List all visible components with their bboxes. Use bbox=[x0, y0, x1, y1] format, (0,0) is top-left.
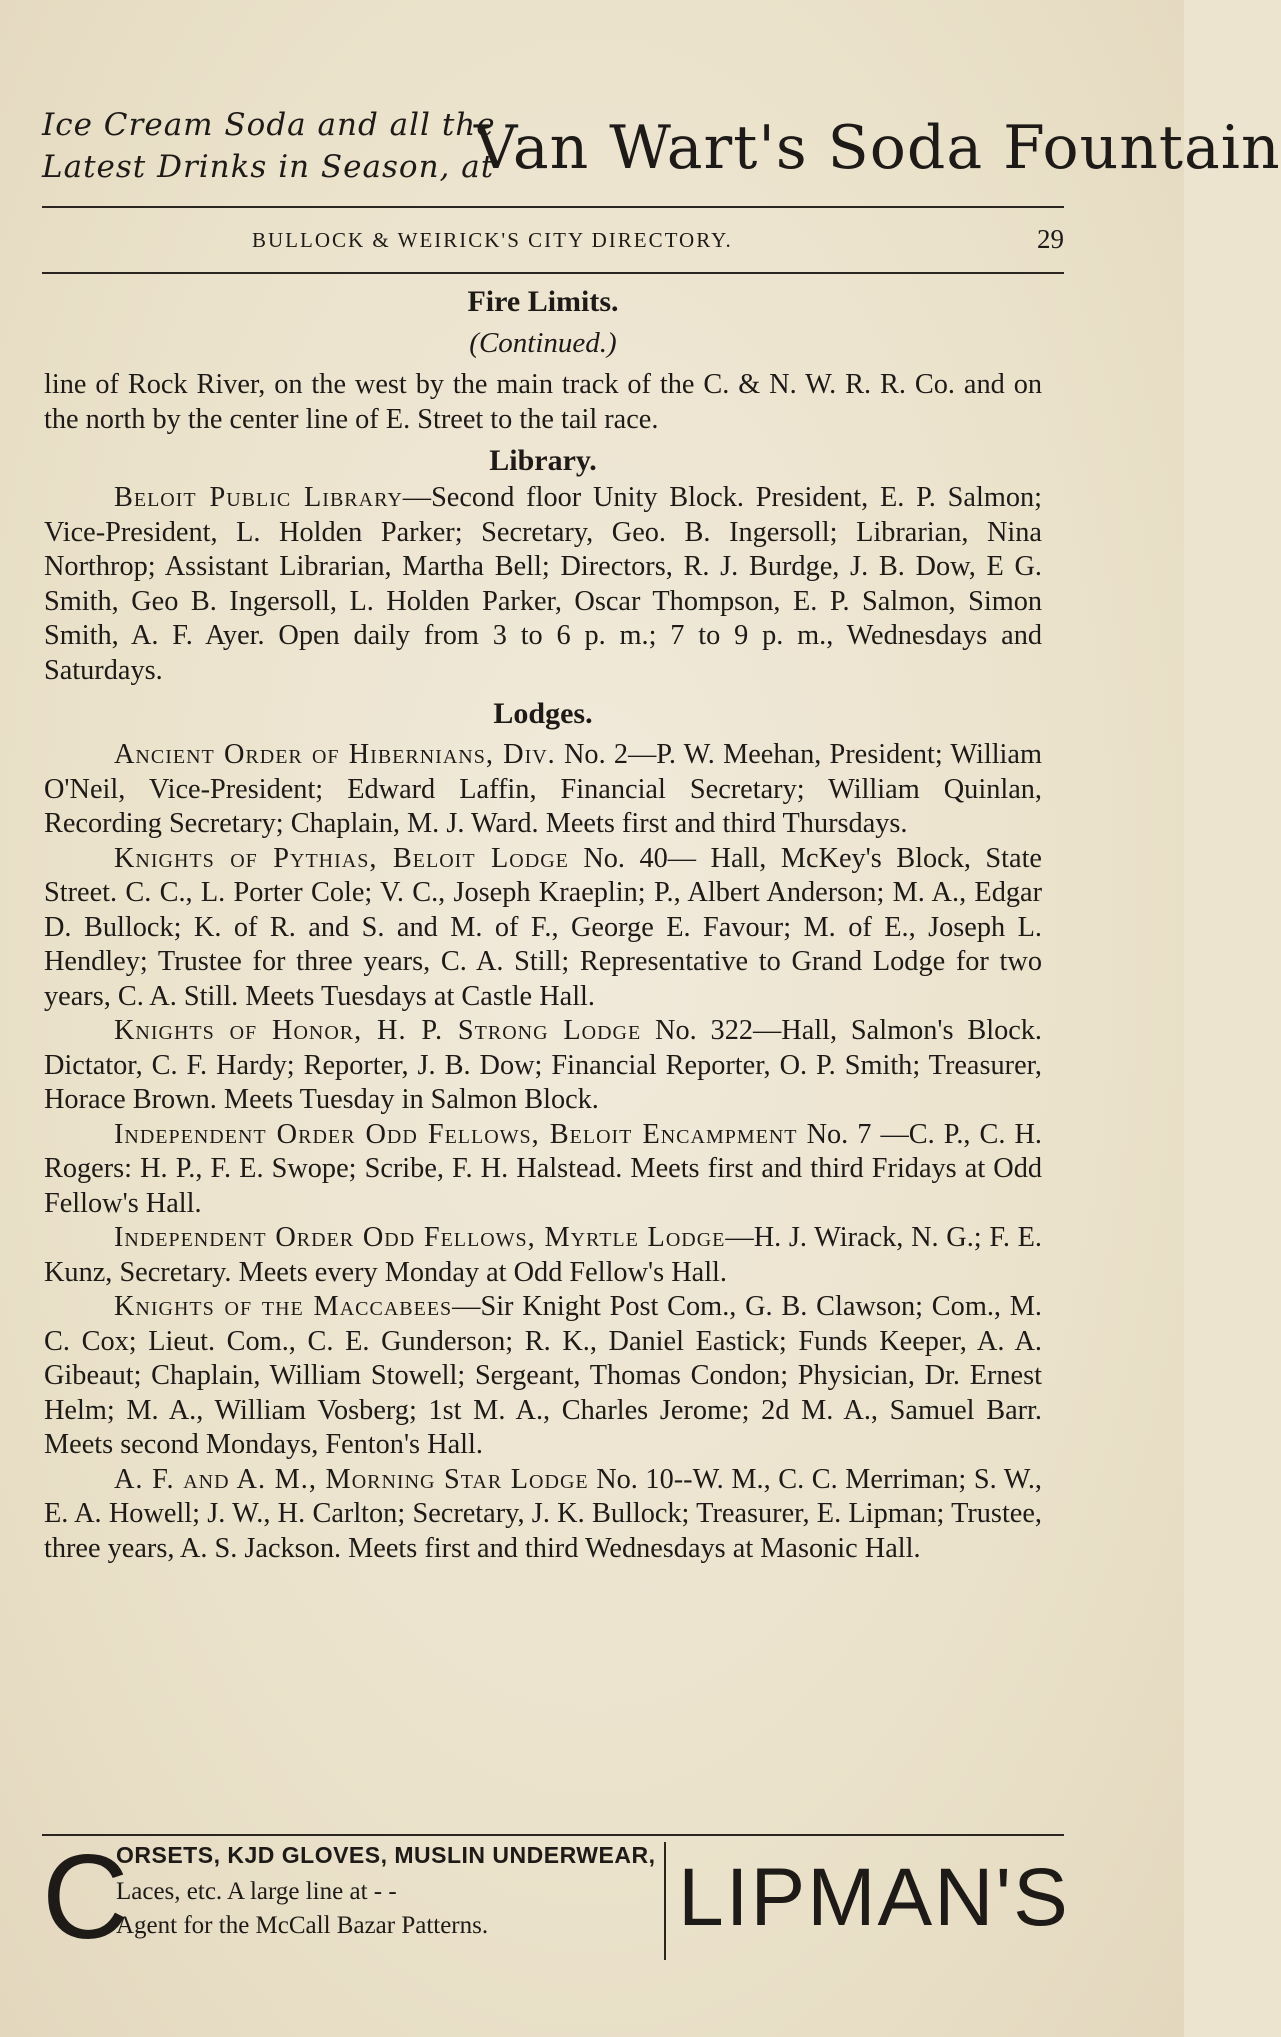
ad-line-1: ORSETS, KJD GLOVES, MUSLIN UNDERWEAR, bbox=[116, 1842, 656, 1868]
entry-text: No. 40— Hall, McKey's Block, State Street. C. C., L. Porter Cole; V. C., Joseph Kraeplin; P., Albert Anderson; M. A., Edgar D. Bullock; K. of R. and S. and M. of F., George E. Favour; M. of E., Joseph L. Hendley; Trustee for three years, C. A. Still; Representative to Grand Lodge for two years, C. A. Still. Meets Tuesdays at Castle Hall. bbox=[44, 842, 1042, 1012]
main-text bbox=[44, 282, 1042, 1566]
ad-brand: LIPMAN'S bbox=[678, 1852, 1070, 1943]
top-ad-tagline bbox=[42, 104, 496, 188]
entry-name: Ancient Order of Hibernians, Div. bbox=[114, 739, 556, 770]
entry-name: Knights of Honor, H. P. Strong Lodge bbox=[114, 1015, 642, 1046]
entry-text: No. 7 —C. P., C. H. Rogers: H. P., F. E. Swope; Scribe, F. H. Halstead. Meets first and third Fridays at Odd Fellow's Hall. bbox=[44, 1118, 1043, 1219]
lodge-entry bbox=[44, 1290, 1042, 1463]
library-entries bbox=[44, 481, 1042, 688]
entry-text: No. 10--W. M., C. C. Merriman; S. W., E. A. Howell; J. W., H. Carlton; Secretary, J. K. Bullock; Treasurer, E. Lipman; Trustee, three years, A. S. Jackson. Meets first and third Wednesdays at Masonic Hall. bbox=[44, 1463, 1043, 1564]
lodge-entry bbox=[44, 1463, 1042, 1567]
entry-text: —H. J. Wirack, N. G.; F. E. Kunz, Secretary. Meets every Monday at Odd Fellow's Hall. bbox=[44, 1222, 1042, 1288]
top-ad-brand: Van Wart's Soda Fountain bbox=[474, 113, 1281, 183]
fire-limits-text: line of Rock River, on the west by the main track of the C. & N. W. R. R. Co. and on the north by the center line of E. Street to the tail race. bbox=[44, 369, 1042, 435]
page-number: 29 bbox=[1037, 224, 1064, 254]
library-heading: Library. bbox=[489, 444, 597, 477]
ad-initial-letter: C bbox=[42, 1830, 129, 1964]
ad-line-2: Laces, etc. A large line at - - bbox=[116, 1878, 397, 1905]
directory-title: BULLOCK & WEIRICK'S CITY DIRECTORY. bbox=[252, 228, 733, 252]
lodges-entries bbox=[44, 738, 1042, 1566]
entry-text: —Second floor Unity Block. President, E. P. Salmon; Vice-President, L. Holden Parker; Secretary, Geo. B. Ingersoll; Librarian, Nina Northrop; Assistant Librarian, Martha Bell; Directors, R. J. Burdge, J. B. Dow, E G. Smith, Geo B. Ingersoll, L. Holden Parker, Oscar Thompson, E. P. Salmon, Simon Smith, A. F. Ayer. Open daily from 3 to 6 p. m.; 7 to 9 p. m., Wednesdays and Saturdays. bbox=[44, 482, 1042, 686]
ad-line-3: Agent for the McCall Bazar Patterns. bbox=[116, 1912, 489, 1939]
fire-limits-heading: Fire Limits. bbox=[467, 285, 619, 318]
lodges-heading: Lodges. bbox=[493, 697, 593, 730]
entry-text: —Sir Knight Post Com., G. B. Clawson; Com., M. C. Cox; Lieut. Com., C. E. Gunderson; R. K., Daniel Eastick; Funds Keeper, A. A. Gibeaut; Chaplain, William Stowell; Sergeant, Thomas Condon; Physician, Dr. Ernest Helm; M. A., William Vosberg; 1st M. A., Charles Jerome; 2d M. A., Samuel Barr. Meets second Mondays, Fenton's Hall. bbox=[44, 1291, 1042, 1460]
lodge-entry bbox=[44, 1221, 1042, 1290]
entry-text: No. 2—P. W. Meehan, President; William O'Neil, Vice-President; Edward Laffin, Financial Secretary; William Quinlan, Recording Secretary; Chaplain, M. J. Ward. Meets first and third Thursdays. bbox=[44, 739, 1042, 839]
bottom-advertisement bbox=[42, 1830, 1070, 1964]
library-entry bbox=[44, 481, 1042, 688]
lodge-entry bbox=[44, 842, 1042, 1015]
entry-name: Knights of Pythias, Beloit Lodge bbox=[114, 842, 569, 874]
entry-name: A. F. and A. M., Morning Star Lodge bbox=[114, 1463, 589, 1495]
entry-text: No. 322—Hall, Salmon's Block. Dictator, C. F. Hardy; Reporter, J. B. Dow; Financial Reporter, O. P. Smith; Treasurer, Horace Brown. Meets Tuesday in Salmon Block. bbox=[44, 1015, 1042, 1115]
header-divider bbox=[42, 272, 1064, 274]
fire-limits-subheading: (Continued.) bbox=[469, 327, 617, 359]
top-ad-divider bbox=[42, 206, 1064, 208]
entry-name: Independent Order Odd Fellows, Beloit Encampment bbox=[114, 1118, 798, 1150]
lodge-entry bbox=[44, 1014, 1042, 1118]
top-ad-line-2: Latest Drinks in Season, at bbox=[42, 149, 495, 185]
entry-name: Independent Order Odd Fellows, Myrtle Lodge bbox=[114, 1222, 726, 1253]
lodge-entry bbox=[44, 1118, 1042, 1222]
entry-name: Knights of the Maccabees bbox=[114, 1291, 453, 1322]
top-advertisement bbox=[42, 100, 1281, 210]
entry-name: Beloit Public Library bbox=[114, 482, 403, 513]
top-ad-line-1: Ice Cream Soda and all the bbox=[42, 107, 496, 143]
lodge-entry bbox=[44, 738, 1042, 842]
running-head bbox=[42, 224, 1064, 258]
